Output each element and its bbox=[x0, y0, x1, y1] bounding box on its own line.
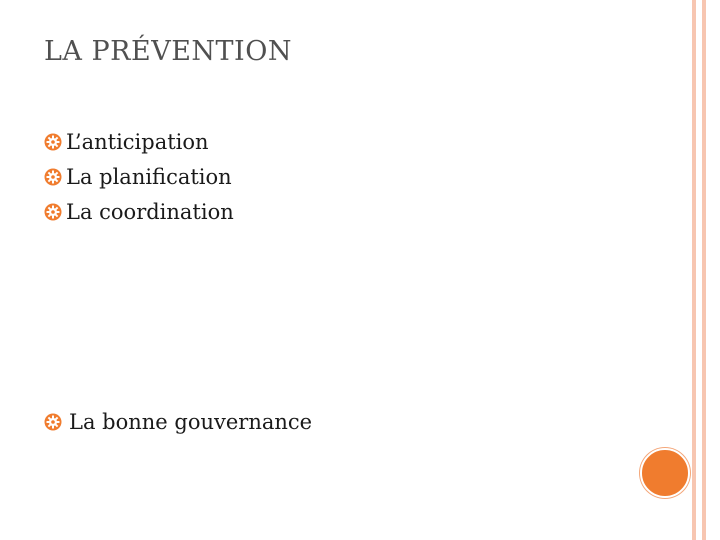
decorative-border-inner bbox=[702, 0, 706, 540]
bullet-item-gouvernance bbox=[44, 410, 312, 434]
gear-bullet-icon bbox=[44, 133, 62, 151]
bullet-label: L’anticipation bbox=[66, 130, 209, 154]
bullet-item-coordination bbox=[44, 200, 234, 224]
gear-bullet-icon bbox=[44, 413, 62, 431]
decorative-border-outer bbox=[692, 0, 696, 540]
slide-title: LA PRÉVENTION bbox=[44, 36, 292, 67]
gear-bullet-icon bbox=[44, 203, 62, 221]
decorative-circle bbox=[640, 448, 690, 498]
bullet-label: La bonne gouvernance bbox=[69, 410, 313, 434]
bullet-item-planification bbox=[44, 165, 232, 189]
bullet-label: La planification bbox=[66, 165, 232, 189]
bullet-label: La coordination bbox=[66, 200, 234, 224]
gear-bullet-icon bbox=[44, 168, 62, 186]
bullet-item-anticipation bbox=[44, 130, 209, 154]
